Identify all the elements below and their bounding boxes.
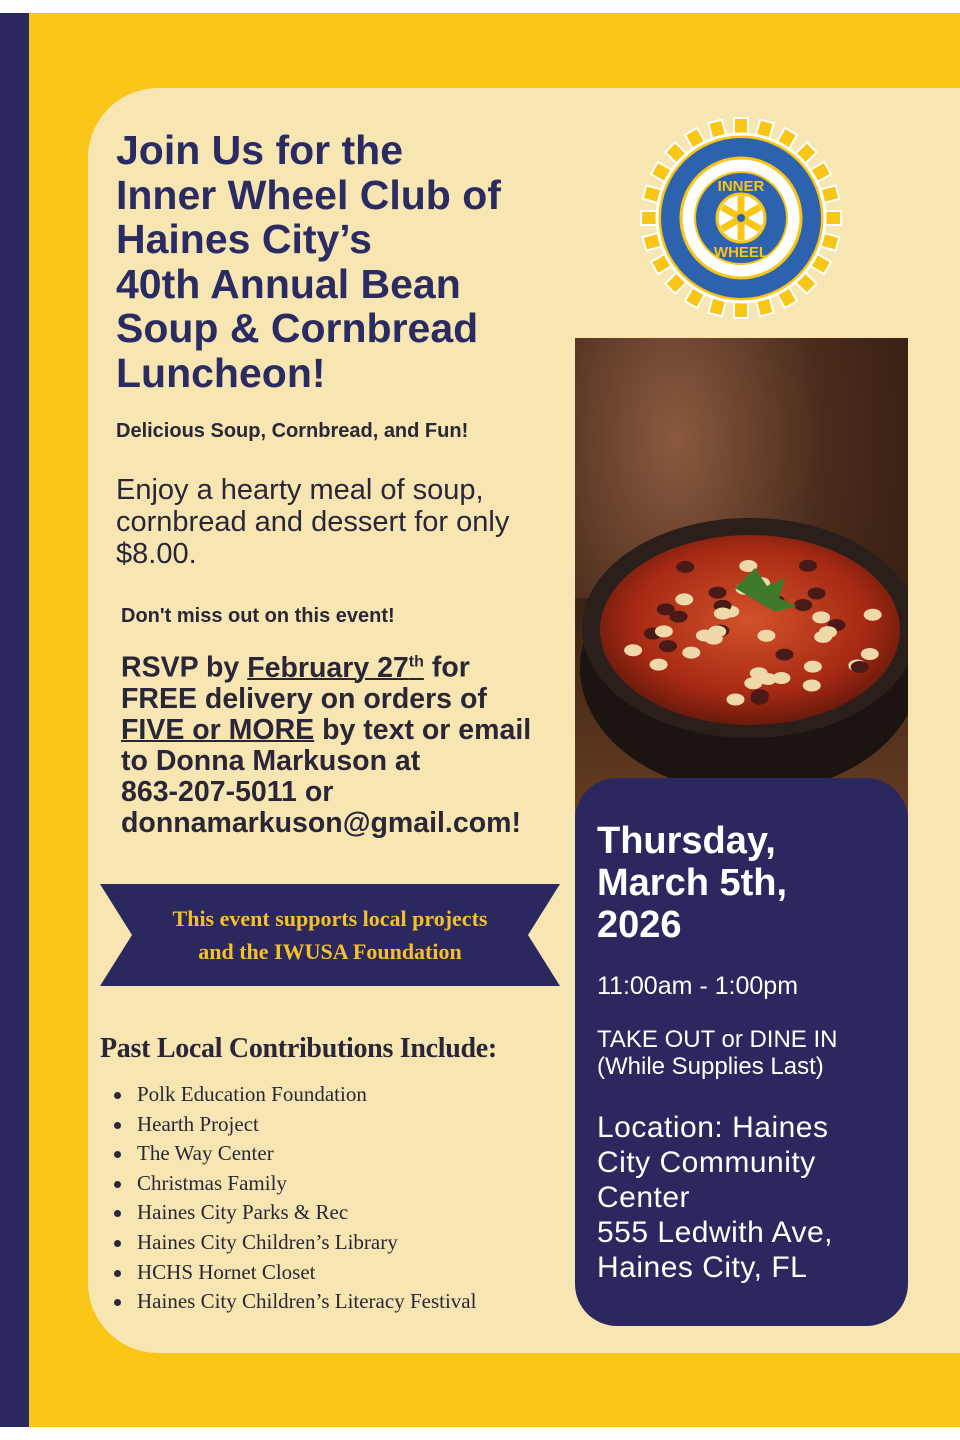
rsvp-text: for (423, 651, 470, 684)
banner-line: and the IWUSA Foundation (198, 939, 462, 964)
rsvp-text: by text or email (314, 713, 532, 746)
svg-text:INNER: INNER (717, 178, 765, 195)
past-contributions-heading: Past Local Contributions Include: (100, 1033, 497, 1064)
event-details-box (575, 778, 908, 1326)
flyer-title (116, 128, 576, 396)
title-line: 40th Annual Bean (116, 260, 461, 307)
list-item: Haines City Children’s Library (110, 1228, 476, 1258)
price-description: Enjoy a hearty meal of soup, cornbread and dessert for only $8.00. (116, 474, 510, 570)
title-line: Luncheon! (116, 349, 326, 396)
location-line: City Community (597, 1146, 816, 1179)
rsvp-text: to Donna Markuson at (121, 744, 421, 777)
rsvp-info (121, 646, 581, 839)
service-line: (While Supplies Last) (597, 1053, 824, 1080)
rsvp-text: RSVP by (121, 651, 248, 684)
event-location (597, 1110, 833, 1285)
service-options (597, 1026, 837, 1080)
inner-wheel-logo (638, 115, 844, 326)
rsvp-minimum: FIVE or MORE (121, 713, 315, 746)
soup-bowl-illustration (575, 338, 908, 838)
title-line: Soup & Cornbread (116, 305, 479, 352)
contributions-list (110, 1080, 476, 1317)
title-line: Inner Wheel Club of (116, 171, 501, 218)
date-line: March 5th, (597, 862, 788, 904)
list-item: Christmas Family (110, 1169, 476, 1199)
service-line: TAKE OUT or DINE IN (597, 1026, 838, 1053)
wheel-logo-icon (638, 115, 844, 321)
support-banner (100, 884, 560, 986)
rsvp-text: FREE delivery on orders of (121, 682, 487, 715)
banner-line: This event supports local projects (172, 906, 488, 931)
title-line: Join Us for the (116, 127, 404, 173)
soup-photo (575, 338, 908, 838)
list-item: Haines City Children’s Literacy Festival (110, 1287, 476, 1317)
location-line: Center (597, 1181, 691, 1214)
date-line: Thursday, (597, 820, 776, 862)
location-line: Haines City, FL (597, 1251, 808, 1284)
event-time: 11:00am - 1:00pm (597, 972, 799, 1000)
subtitle: Delicious Soup, Cornbread, and Fun! (116, 420, 469, 442)
svg-text:WHEEL: WHEEL (713, 244, 769, 261)
list-item: Haines City Parks & Rec (110, 1198, 476, 1228)
event-date (597, 820, 787, 946)
list-item: Polk Education Foundation (110, 1080, 476, 1110)
rsvp-date: February 27 (247, 651, 409, 684)
list-item: Hearth Project (110, 1110, 476, 1140)
navy-side-strip (0, 13, 29, 1427)
location-line: 555 Ledwith Ave, (597, 1216, 833, 1249)
location-line: Location: Haines (597, 1111, 829, 1144)
rsvp-phone: 863-207-5011 or (121, 775, 334, 808)
list-item: HCHS Hornet Closet (110, 1258, 476, 1288)
dont-miss-text: Don't miss out on this event! (121, 605, 395, 627)
rsvp-date-suffix: th (408, 653, 424, 670)
title-line: Haines City’s (116, 216, 372, 263)
rsvp-email: donnamarkuson@gmail.com! (121, 806, 521, 839)
list-item: The Way Center (110, 1139, 476, 1169)
date-line: 2026 (597, 904, 682, 946)
